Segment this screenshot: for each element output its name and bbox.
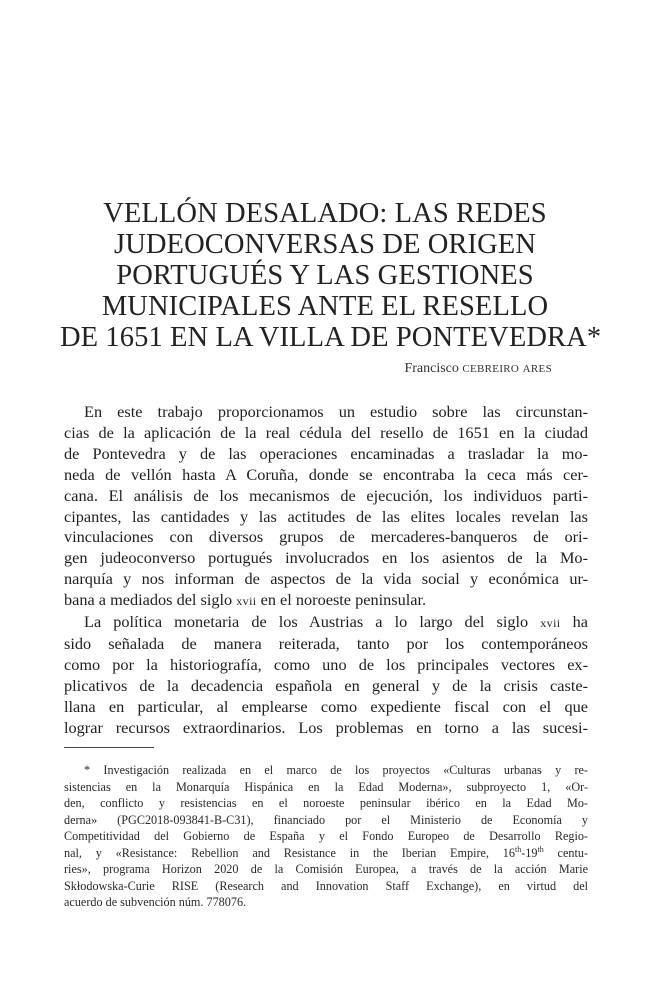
article-title xyxy=(60,198,602,353)
body-text-fragment: en el noroeste peninsular. xyxy=(256,590,427,610)
footnote-line: sistencias en la Monarquía Hispánica en la Edad Moderna», subproyecto 1, «Or- xyxy=(64,779,588,794)
century-numeral: xvii xyxy=(236,594,257,609)
body-line: como por la historiografía, como uno de los principales vectores ex- xyxy=(64,654,588,674)
superscript: th xyxy=(537,844,544,854)
footnote-text-fragment: nal, y «Resistance: Rebellion and Resistance in the Iberian Empire, 16 xyxy=(64,845,515,860)
superscript: th xyxy=(515,844,522,854)
body-line: cana. El análisis de los mecanismos de ejecución, los individuos parti- xyxy=(64,485,588,505)
body-line xyxy=(64,612,588,634)
footnote-divider xyxy=(64,747,154,748)
title-line-5: DE 1651 EN LA VILLA DE PONTEVEDRA* xyxy=(60,322,602,353)
century-numeral: xvii xyxy=(540,616,561,631)
body-line: plicativos de la decadencia española en general y de la crisis caste- xyxy=(64,675,588,695)
footnote-line: ries», programa Horizon 2020 de la Comisión Europea, a través de la acción Marie xyxy=(64,862,588,876)
footnote-line: derna» (PGC2018-093841-B-C31), financiado por el Ministerio de Economía y xyxy=(64,812,588,827)
footnote-line: Competitividad del Gobierno de España y el Fondo Europeo de Desarrollo Regio- xyxy=(64,829,588,843)
title-line-4: MUNICIPALES ANTE EL RESELLO xyxy=(101,291,549,322)
footnote-line: acuerdo de subvención núm. 778076. xyxy=(64,895,247,909)
body-line: En este trabajo proporcionamos un estudio sobre las circunstan- xyxy=(84,402,588,421)
title-line-2: JUDEOCONVERSAS DE ORIGEN xyxy=(114,229,536,260)
footnote-line xyxy=(64,845,588,862)
body-line xyxy=(64,590,588,612)
body-line: cipantes, las cantidades y las actitudes de las elites locales revelan las xyxy=(64,506,588,526)
body-line: gen judeoconverso portugués involucrados en los asientos de la Mo- xyxy=(64,548,588,568)
title-line-3: PORTUGUÉS Y LAS GESTIONES xyxy=(116,260,534,291)
body-line: neda de vellón hasta A Coruña, donde se encontraba la ceca más cer- xyxy=(64,464,588,484)
body-line: sido señalada de manera reiterada, tanto por los contemporáneos xyxy=(64,633,588,653)
body-text-fragment: La política monetaria de los Austrias a lo largo del siglo xyxy=(84,612,541,632)
footnote-line: den, conflicto y resistencias en el noroeste peninsular ibérico en la Edad Mo- xyxy=(64,796,588,810)
body-text-fragment: ha xyxy=(560,612,588,632)
footnote-text-fragment: centu- xyxy=(543,845,588,860)
body-line: cias de la aplicación de la real cédula del resello de 1651 en la ciudad xyxy=(64,422,588,442)
author-surname-1: CEBREIRO xyxy=(462,363,520,375)
body-line: vinculaciones con diversos grupos de mercaderes-banqueros de ori- xyxy=(64,527,588,547)
body-text-fragment: bana a mediados del siglo xyxy=(64,590,237,610)
body-line: narquía y nos informan de aspectos de la vida social y económica ur- xyxy=(64,569,588,589)
footnote-text-fragment: -19 xyxy=(521,845,538,860)
footnote xyxy=(64,762,588,911)
author-first-name: Francisco xyxy=(404,361,459,376)
body-line: llana en particular, al emplearse como expediente fiscal con el que xyxy=(64,696,588,716)
footnote-line: * Investigación realizada en el marco de los proyectos «Culturas urbanas y re- xyxy=(84,763,588,777)
author-surname-2: ARES xyxy=(522,363,552,375)
abstract-body xyxy=(64,402,588,739)
footnote-line: Skłodowska-Curie RISE (Research and Innovation Staff Exchange), en virtud del xyxy=(64,878,588,893)
title-line-1: VELLÓN DESALADO: LAS REDES xyxy=(103,198,547,229)
body-line: lograr recursos extraordinarios. Los problemas en torno a las sucesi- xyxy=(64,717,588,737)
author-byline xyxy=(404,360,552,378)
body-line: de Pontevedra y de las operaciones encaminadas a trasladar la mo- xyxy=(64,443,588,463)
